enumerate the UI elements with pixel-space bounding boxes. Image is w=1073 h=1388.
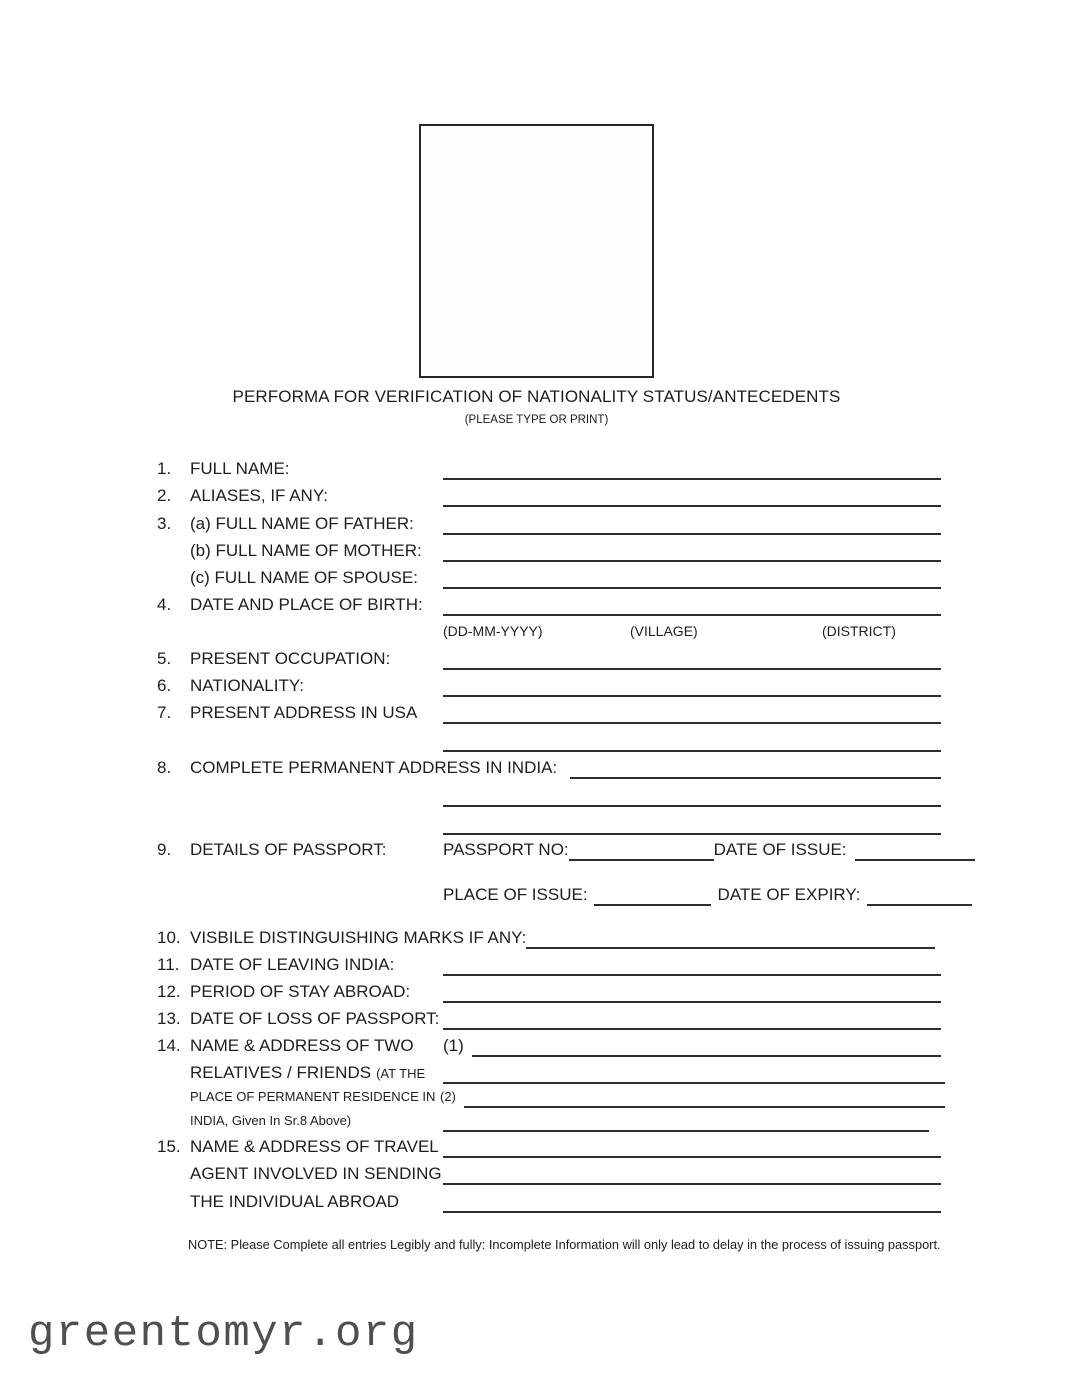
item-number: 11.	[157, 955, 180, 974]
fill-line	[443, 805, 941, 807]
fill-line	[443, 833, 941, 835]
fill-line	[594, 883, 711, 906]
passport-line-2	[443, 883, 941, 906]
fill-line	[855, 838, 975, 861]
item-number: 2.	[157, 486, 172, 505]
fill-line	[443, 750, 941, 752]
fill-line	[443, 668, 941, 670]
fill-line	[443, 974, 941, 976]
fill-line	[443, 1130, 929, 1132]
fill-line	[569, 838, 714, 861]
item-label: COMPLETE PERMANENT ADDRESS IN INDIA:	[190, 758, 558, 777]
date-of-issue-label: DATE OF ISSUE:	[713, 840, 847, 859]
item-number: 9.	[157, 840, 172, 859]
date-of-expiry-label: DATE OF EXPIRY:	[717, 885, 861, 904]
marker-1: (1)	[443, 1036, 464, 1055]
passport-no-label: PASSPORT NO:	[443, 840, 569, 859]
fill-line	[443, 533, 941, 535]
item-label-small: INDIA, Given In Sr.8 Above)	[190, 1113, 352, 1128]
fill-line	[570, 777, 941, 779]
item-number: 15.	[157, 1137, 181, 1156]
fill-line	[443, 1211, 941, 1213]
form-subtitle: (PLEASE TYPE OR PRINT)	[464, 414, 609, 426]
item-number: 14.	[157, 1036, 181, 1055]
fill-line	[443, 560, 941, 562]
item-number: 10.	[157, 928, 181, 947]
item-label: (a) FULL NAME OF FATHER:	[190, 514, 414, 533]
fill-line	[443, 478, 941, 480]
fill-line	[472, 1034, 941, 1057]
item-label: THE INDIVIDUAL ABROAD	[190, 1192, 400, 1211]
item-label: (c) FULL NAME OF SPOUSE:	[190, 568, 418, 587]
item-number: 7.	[157, 703, 172, 722]
item-number: 3.	[157, 514, 172, 533]
fill-line	[443, 1156, 941, 1158]
item-number: 12.	[157, 982, 181, 1001]
item-label: PRESENT ADDRESS IN USA	[190, 703, 418, 722]
item-label: PRESENT OCCUPATION:	[190, 649, 391, 668]
fill-line	[443, 587, 941, 589]
watermark: greentomyr.org	[28, 1309, 419, 1359]
fill-line	[443, 1001, 941, 1003]
item-label: PERIOD OF STAY ABROAD:	[190, 982, 411, 1001]
item-label: DATE OF LOSS OF PASSPORT:	[190, 1009, 440, 1028]
fill-line	[526, 926, 935, 949]
form-title: PERFORMA FOR VERIFICATION OF NATIONALITY STATUS/ANTECEDENTS	[232, 387, 841, 406]
sublabel-district: (DISTRICT)	[822, 623, 896, 639]
fill-line	[443, 505, 941, 507]
item-label	[190, 1061, 425, 1085]
item-label: ALIASES, IF ANY:	[190, 486, 328, 505]
item-number: 5.	[157, 649, 172, 668]
item-label-small: PLACE OF PERMANENT RESIDENCE IN	[190, 1089, 436, 1104]
item-label: (b) FULL NAME OF MOTHER:	[190, 541, 422, 560]
item-label: DETAILS OF PASSPORT:	[190, 840, 387, 859]
fill-line	[443, 1082, 945, 1084]
birth-sublabels	[0, 622, 1073, 642]
fill-line	[443, 614, 941, 616]
item-label: NAME & ADDRESS OF TWO	[190, 1036, 414, 1055]
fill-line	[867, 883, 972, 906]
fill-line	[443, 1028, 941, 1030]
item-label: FULL NAME:	[190, 459, 290, 478]
item-label: DATE AND PLACE OF BIRTH:	[190, 595, 423, 614]
item-number: 6.	[157, 676, 172, 695]
item-label: VISBILE DISTINGUISHING MARKS IF ANY:	[190, 928, 527, 947]
item-label: AGENT INVOLVED IN SENDING	[190, 1164, 442, 1183]
marker-2: (2)	[440, 1089, 456, 1104]
item-label: DATE OF LEAVING INDIA:	[190, 955, 395, 974]
form-row-marks	[157, 926, 935, 949]
place-of-issue-label: PLACE OF ISSUE:	[443, 885, 588, 904]
sublabel-village: (VILLAGE)	[630, 623, 698, 639]
item-number: 4.	[157, 595, 172, 614]
item-number: 13.	[157, 1009, 181, 1028]
fill-line	[443, 722, 941, 724]
relatives-entry-2	[440, 1085, 945, 1108]
photo-box	[419, 124, 654, 378]
item-number: 8.	[157, 758, 172, 777]
item-number: 1.	[157, 459, 172, 478]
relatives-entry-1	[443, 1034, 941, 1057]
fill-line	[443, 695, 941, 697]
passport-line-1	[443, 838, 941, 861]
form-note: NOTE: Please Complete all entries Legibly and fully: Incomplete Information will only lead to delay in the process of issuing passport.	[188, 1237, 941, 1252]
fill-line	[443, 1183, 941, 1185]
item-label: NAME & ADDRESS OF TRAVEL	[190, 1137, 439, 1156]
sublabel-date-format: (DD-MM-YYYY)	[443, 623, 543, 639]
item-label: NATIONALITY:	[190, 676, 304, 695]
fill-line	[464, 1085, 945, 1108]
item-label-small: (AT THE	[376, 1066, 426, 1081]
item-label-main: RELATIVES / FRIENDS	[190, 1063, 372, 1082]
